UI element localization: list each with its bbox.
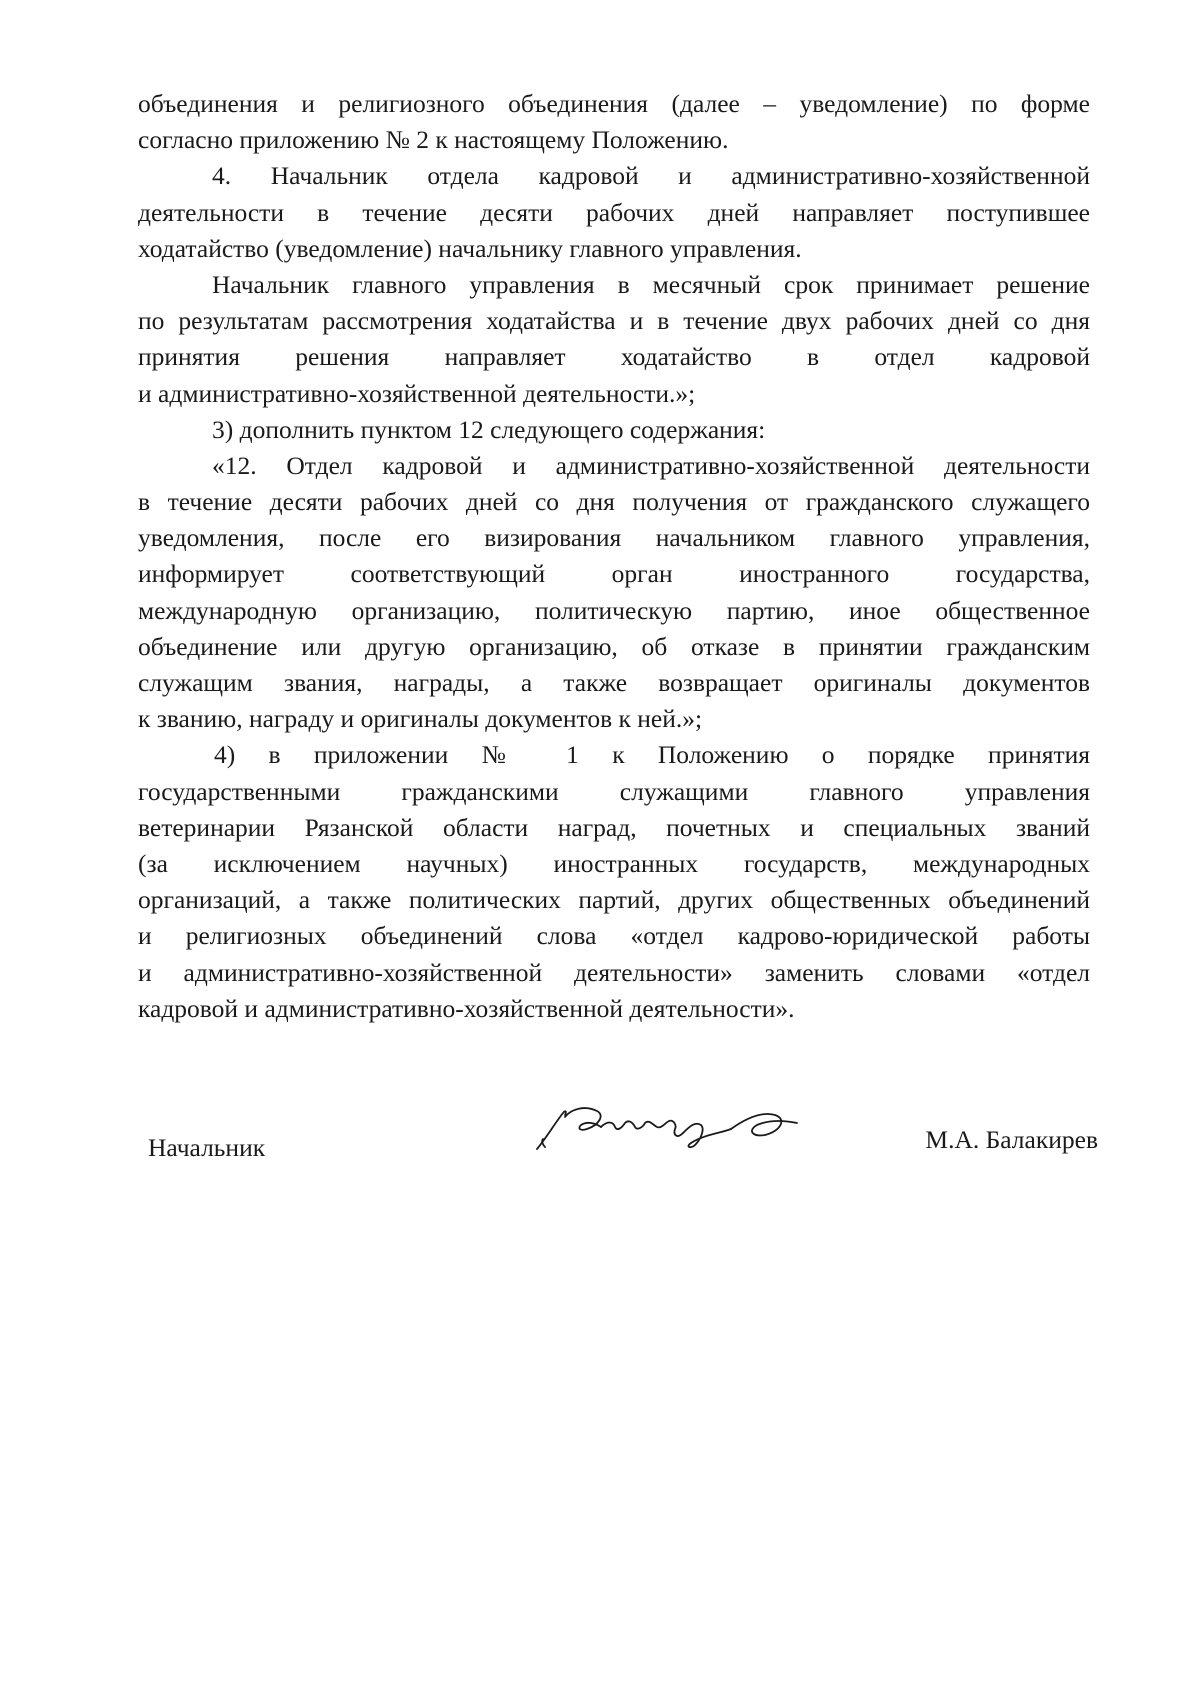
text-line: и административно-хозяйственной деятельности.»;: [138, 378, 696, 408]
signature-block: [148, 1113, 1098, 1173]
text-line: Начальник главного управления в месячный срок принимает решение: [212, 269, 1090, 299]
text-line: ветеринарии Рязанской области наград, почетных и специальных званий: [138, 812, 1090, 842]
document-body: [138, 86, 1090, 1027]
signatory-position: Начальник: [148, 1133, 266, 1162]
text-line: по результатам рассмотрения ходатайства и в течение двух рабочих дней со дня: [138, 306, 1090, 336]
text-line: деятельности в течение десяти рабочих дней направляет поступившее: [138, 197, 1090, 227]
text-line: объединение или другую организацию, об отказе в принятии гражданским: [138, 631, 1090, 661]
text-line: 3) дополнить пунктом 12 следующего содержания:: [212, 414, 766, 444]
text-line: «12. Отдел кадровой и административно-хозяйственной деятельности: [212, 450, 1090, 480]
text-line: кадровой и административно-хозяйственной деятельности».: [138, 993, 795, 1023]
text-line: информирует соответствующий орган иностранного государства,: [138, 559, 1090, 589]
text-line: 4. Начальник отдела кадровой и административно-хозяйственной: [212, 161, 1090, 191]
text-line: 4) в приложении № 1 к Положению о порядке принятия: [214, 740, 1090, 770]
text-line: организаций, а также политических партий, других общественных объединений: [138, 885, 1090, 915]
text-line: ходатайство (уведомление) начальнику главного управления.: [138, 233, 802, 263]
text-line: служащим звания, награды, а также возвращает оригиналы документов: [138, 668, 1090, 697]
text-line: принятия решения направляет ходатайство в отдел кадровой: [138, 342, 1090, 372]
handwritten-signature: [525, 1099, 811, 1161]
text-line: и административно-хозяйственной деятельности» заменить словами «отдел: [138, 957, 1090, 987]
text-line: объединения и религиозного объединения (далее – уведомление) по форме: [138, 89, 1090, 118]
text-line: согласно приложению № 2 к настоящему Положению.: [138, 125, 729, 155]
signatory-name: М.А. Балакирев: [925, 1125, 1098, 1154]
text-line: в течение десяти рабочих дней со дня получения от гражданского служащего: [138, 487, 1090, 517]
text-line: международную организацию, политическую партию, иное общественное: [138, 595, 1090, 625]
text-line: к званию, награду и оригиналы документов к ней.»;: [138, 704, 703, 734]
text-line: государственными гражданскими служащими главного управления: [138, 776, 1090, 806]
text-line: уведомления, после его визирования начальником главного управления,: [138, 523, 1090, 553]
text-line: и религиозных объединений слова «отдел кадрово-юридической работы: [138, 921, 1090, 951]
text-line: (за исключением научных) иностранных государств, международных: [138, 848, 1090, 878]
